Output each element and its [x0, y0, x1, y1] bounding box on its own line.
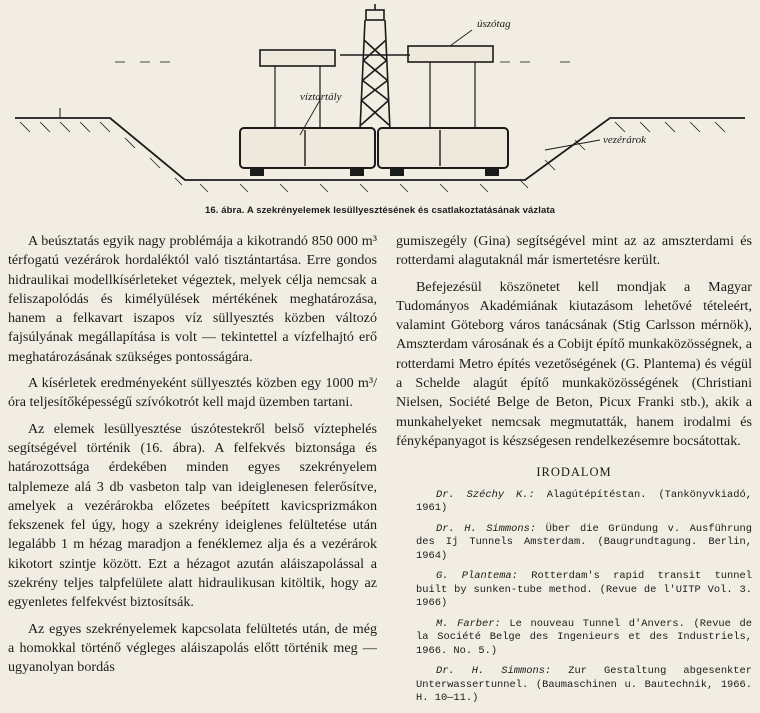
support-pads — [250, 168, 499, 176]
paragraph: A kísérletek eredményeként süllyesztés közben egy 1000 m³/óra teljesítőképességű szívókotrót kell majd üzemben tartani. — [8, 375, 377, 411]
reference-text: Zur Gestaltung abgesenkter Unterwassertunnel. (Baumaschinen u. Bautechnik, 1966. H. 10—11.) — [416, 665, 752, 705]
reference-text: Alagútépítéstan. (Tankönyvkiadó, 1961) — [416, 488, 752, 515]
trench-label: vezérárok — [603, 134, 646, 146]
reference-author: Dr. H. Simmons: — [436, 522, 537, 535]
reference-text: Über die Gründung v. Ausführung des Ij Tunnels Amsterdam. (Baugrundtagung. Berlin, 1964) — [416, 522, 752, 562]
reference-text: Rotterdam's rapid transit tunnel built by sunken-tube method. (Revue de l'UITP Vol. 3. 1966) — [416, 570, 752, 610]
references-title: IRODALOM — [536, 465, 612, 480]
reference-item — [396, 618, 752, 659]
references-list — [396, 489, 752, 706]
reference-item — [396, 489, 752, 516]
reference-item — [396, 570, 752, 611]
reference-author: Dr. H. Simmons: — [436, 665, 552, 678]
figure-caption: 16. ábra. A szekrényelemek lesüllyesztésének és csatlakoztatásának vázlata — [205, 205, 555, 216]
reference-author: Dr. Széchy K.: — [436, 488, 535, 501]
right-column — [396, 232, 752, 713]
paragraph: Az egyes szekrényelemek kapcsolata felültetés után, de még a homokkal történő végleges aláiszapolás előtt történik meg — ugyanolyan bordás — [8, 620, 377, 676]
reference-author: M. Farber: — [436, 617, 501, 630]
reference-author: G. Plantema: — [436, 570, 518, 583]
float-label: úszótag — [477, 18, 511, 30]
reference-text: Le nouveau Tunnel d'Anvers. (Revue de la Société Belge des Ingenieurs et des Industriels, 1966. No. 5.) — [416, 617, 752, 657]
lifting-tower — [340, 4, 410, 130]
water-tank-label: víztartály — [300, 91, 342, 103]
figure-drawing — [0, 0, 760, 205]
tunnel-elements — [240, 128, 508, 168]
left-column — [8, 232, 377, 685]
paragraph: gumiszegély (Gina) segítségével mint az az amszterdami és rotterdami alagutaknál már ismertetésre került. — [396, 233, 752, 269]
tunnel-sinking-figure — [0, 0, 760, 218]
reference-item — [396, 523, 752, 564]
paragraph: A beúsztatás egyik nagy problémája a kikotrandó 850 000 m³ térfogatú vezérárok hordaléktól való tisztántartása. Erre gondos hidraulikai modellkísérleteket végeztek, melyek célja nemcsak a feliszapolódás és kimélyülések mértékének meghatározása, hanem a felkavart iszapos víz süllyesztés közben változó fajsúlyának megállapítása is volt — tekintettel a vízfelhajtó erő meghatározásának szükséges pontosságára. — [8, 233, 377, 365]
paragraph: Az elemek lesüllyesztése úszótestekről belső víztерhelés segítségével történik (16. ábra). A felfekvés biztonsága és határozottsága érdekében minden egyes szekrényelem talplemeze alá 3 db vasbeton talp van ideiglenesen felerősítve, amelyek a vezérárokba előzetes beépített kavicsprizmákon fekszenek fel úgy, hogy a szekrény ideiglenes felültetése után legalább 1 m hézag maradjon a fenéklemez alja és a vezérárok kikotort szintje között. Ezt a hézagot azután aláiszapolással a szekrény teljes talpfelülete alatt hidraulikusan kitöltik, hogy az egyenletes felfekvést biztosítsák. — [8, 420, 377, 611]
paragraph: Befejezésül köszönetet kell mondjak a Magyar Tudományos Akadémiának kiutazásom lehetővé tételeért, valamint Göteborg város tanácsának (Stig Carlsson mérnök), Amszterdam városának és a Cobijt építő munkaközösségnek, a rotterdami Metro építés vezetőségének (G. Plantema) és végül a Schelde alagút építő munkaközösségének (Christiani Nielsen, Société Belge de Beton, Picux Franki stb.), akik a munkahelyeket nemcsak megmutatták, hanem irodalmi és fényképanyagot is készségesen rendelkezésemre bocsátottak. — [396, 278, 752, 449]
reference-item — [396, 665, 752, 706]
